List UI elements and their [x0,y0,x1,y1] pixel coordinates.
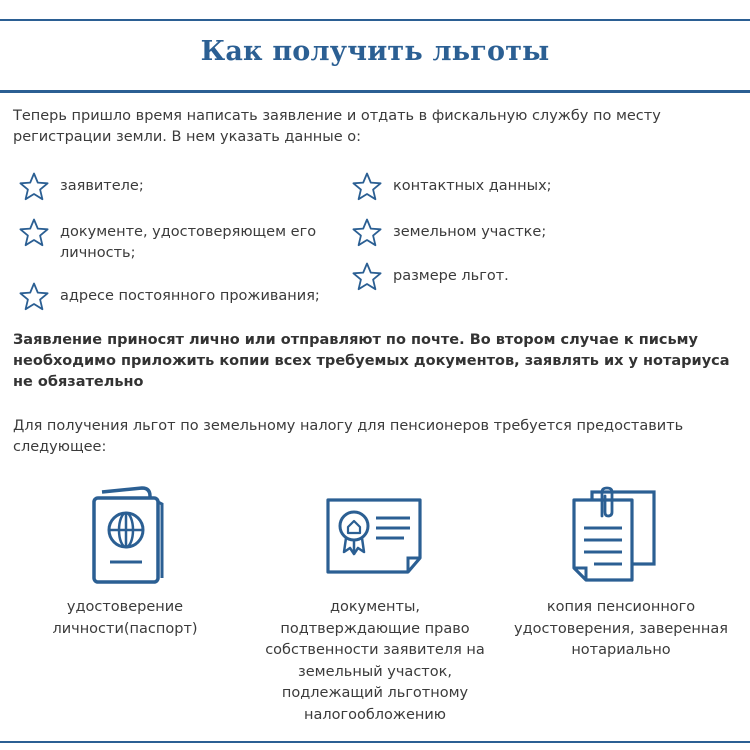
bullet-text: адресе постоянного проживания; [60,288,320,304]
bullet-land-plot [351,217,731,249]
bullet-identity-document [18,217,318,264]
bullet-applicant [18,171,318,203]
certificate-icon [324,496,424,576]
bullet-text: заявителе; [60,178,144,194]
footer-rule [0,741,750,743]
bullet-text: земельном участке; [393,224,547,240]
star-icon [351,171,383,203]
bullet-text: документе, удостоверяющем его личность; [60,224,317,261]
intro-paragraph: Теперь пришло время написать заявление и отдать в фискальную службу по месту регистрации земли. В нем указать данные о: [13,108,661,145]
star-icon [18,171,50,203]
passport-icon [88,486,166,586]
header-top-rule [0,19,750,21]
document-copies-icon [570,486,660,586]
mail-note: Заявление приносят лично или отправляют по почте. Во втором случае к письму необходимо приложить копии всех требуемых документов, заявлять их у нотариуса не обязательно [13,332,730,390]
header-divider [0,90,750,93]
star-icon [18,281,50,313]
bullet-text: контактных данных; [393,178,552,194]
bullet-address [18,281,338,313]
bullet-text: размере льгот. [393,268,509,284]
star-icon [351,217,383,249]
pension-certificate-caption: копия пенсионного удостоверения, заверенная нотариально [514,599,728,658]
bullet-contacts [351,171,731,203]
bullet-benefit-size [351,261,731,293]
passport-caption: удостоверение личности(паспорт) [52,599,198,637]
requirements-paragraph: Для получения льгот по земельному налогу для пенсионеров требуется предоставить следующее: [13,418,684,455]
page-title: Как получить льготы [200,36,550,67]
star-icon [18,217,50,249]
ownership-documents-caption: документы, подтверждающие право собственности заявителя на земельный участок, подлежащий льготному налогообложению [265,599,485,723]
star-icon [351,261,383,293]
